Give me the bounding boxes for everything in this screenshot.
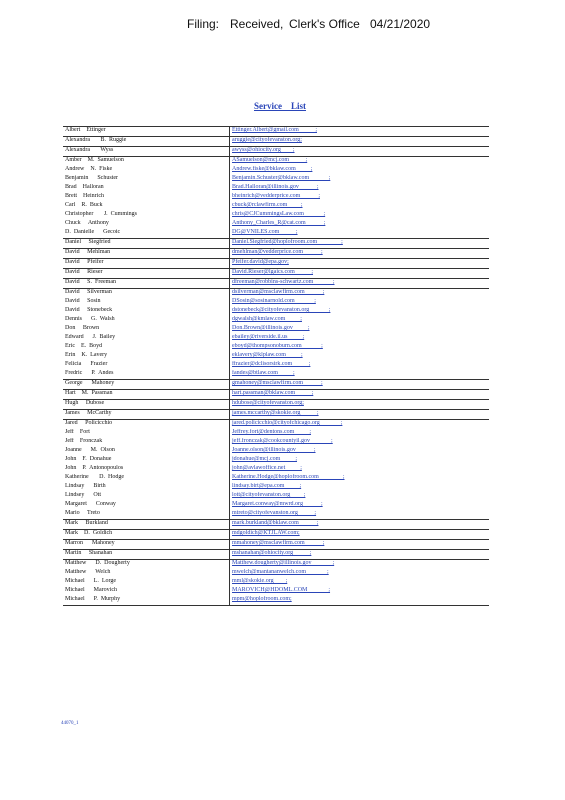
received-label: Received,	[230, 17, 284, 31]
contact-name: Michael Marovich	[63, 587, 230, 596]
contact-name: Mario Treto	[63, 510, 230, 520]
contact-email-link[interactable]: Anthony_Charles_R@cat.com ;	[232, 220, 326, 226]
table-row	[63, 400, 489, 410]
contact-name: Martin Shanahan	[63, 550, 230, 560]
contact-name: Benjamin Schuster	[63, 175, 230, 184]
contact-name: Eric E. Boyd	[63, 343, 230, 352]
contact-name: Amber M. Samuelson	[63, 157, 230, 167]
table-row	[63, 211, 489, 220]
contact-email-link[interactable]: jdonahue@mcj.com ;	[232, 456, 298, 462]
contact-name: Mark Burkland	[63, 520, 230, 530]
contact-name: David Mehlman	[63, 249, 230, 259]
table-row	[63, 501, 489, 510]
contact-name: Matthew D. Dougherty	[63, 560, 230, 570]
contact-email-link[interactable]: dfreeman@robbins-schwartz.com ;	[230, 279, 490, 289]
contact-name: George Mahoney	[63, 380, 230, 390]
contact-name: David Sosin	[63, 298, 230, 307]
contact-name: Marron Mahoney	[63, 540, 230, 550]
filing-header	[0, 17, 565, 33]
table-row	[63, 578, 489, 587]
contact-email-link[interactable]: Joanne.olson@illinois.gov ;	[232, 447, 316, 453]
contact-name: Lindsay Birth	[63, 483, 230, 492]
contact-email-link[interactable]: Jeffrey.fort@dentons.com ;	[232, 429, 312, 435]
table-row	[63, 193, 489, 202]
table-row	[63, 474, 489, 483]
table-row	[63, 184, 489, 193]
contact-name: Jared Policicchio	[63, 420, 230, 430]
contact-email-link[interactable]: mark.burkland@bklaw.com ;	[230, 520, 490, 530]
contact-name: Alexandra Wyss	[63, 147, 230, 157]
contact-name: Hugh Dubose	[63, 400, 230, 410]
contact-email-link[interactable]: cbuck@rclawfirm.com ;	[232, 202, 303, 208]
table-row	[63, 147, 489, 157]
contact-name: Carl R. Buck	[63, 202, 230, 211]
document-title: Service List	[254, 101, 306, 111]
table-row	[63, 220, 489, 229]
table-row	[63, 465, 489, 474]
contact-email-link[interactable]: DSosin@sosinarnold.com ;	[232, 298, 316, 304]
contact-name: D. Danielle Gecoic	[63, 229, 230, 239]
contact-name: Margaret Conway	[63, 501, 230, 510]
table-row	[63, 447, 489, 456]
clerks-office-label: Clerk's Office	[289, 17, 360, 31]
contact-email-link[interactable]: gmahoney@msclawfirm.com ;	[230, 380, 490, 390]
table-row	[63, 380, 489, 390]
contact-email-link[interactable]: jeff.fronczak@cookcountyil.gov ;	[232, 438, 333, 444]
table-row	[63, 569, 489, 578]
contact-name: John P. Antonopoulos	[63, 465, 230, 474]
contact-email-link[interactable]: mtreto@cityofevanston.org ;	[232, 510, 317, 516]
contact-email-link[interactable]: Brad.Halloran@illinois.gov ;	[232, 184, 319, 190]
contact-email-link[interactable]: Margaret.conway@mwrd.org ;	[232, 501, 323, 507]
contact-email-link[interactable]: dmehlman@vedderprice.com ;	[230, 249, 490, 259]
contact-email-link[interactable]: Don.Brown@illinois.gov ;	[232, 325, 310, 331]
contact-email-link[interactable]: Benjamin.Schuster@bklaw.com ;	[232, 175, 331, 181]
contact-name: John F. Donahue	[63, 456, 230, 465]
contact-email-link[interactable]: lott@cityofevanston.org ;	[232, 492, 306, 498]
contact-name: Don Brown	[63, 325, 230, 334]
contact-name: Brett Heinrich	[63, 193, 230, 202]
contact-email-link[interactable]: mshanahan@ohiocity.org ;	[230, 550, 490, 560]
table-row	[63, 410, 489, 420]
contact-email-link[interactable]: eboyd@thompsonoburn.com ;	[232, 343, 323, 349]
contact-name: Edward J. Bailey	[63, 334, 230, 343]
table-row	[63, 361, 489, 370]
contact-name: Lindsey Ott	[63, 492, 230, 501]
contact-email-link[interactable]: MAROVICH@HDOML.COM ;	[232, 587, 331, 593]
contact-email-link[interactable]: john@avlawoffice.net ;	[232, 465, 302, 471]
contact-email-link[interactable]: Katherine.Hodge@hoplofroom.com ;	[232, 474, 345, 480]
contact-name: David Stonebeck	[63, 307, 230, 316]
contact-email-link[interactable]: mwelch@mantananwelch.com ;	[232, 569, 329, 575]
service-list-table	[63, 126, 489, 606]
table-row	[63, 334, 489, 343]
contact-name: Joanne M. Olson	[63, 447, 230, 456]
contact-email-link[interactable]: Matthew.dougherty@illinois.gov ;	[230, 560, 490, 570]
contact-name: James McCarthy	[63, 410, 230, 420]
contact-email-link[interactable]: ebailey@riverside.il.us ;	[232, 334, 305, 340]
filing-label: Filing:	[187, 17, 220, 31]
contact-email-link[interactable]: Ettinger.Albert@gmail.com ;	[230, 127, 490, 137]
contact-email-link[interactable]: eklavery@klplaw.com ;	[232, 352, 303, 358]
contact-name: Albert Ettinger	[63, 127, 230, 137]
table-row	[63, 596, 489, 606]
contact-name: Katherine D. Hodge	[63, 474, 230, 483]
table-row	[63, 137, 489, 147]
contact-name: Hart M. Passman	[63, 390, 230, 400]
contact-email-link[interactable]: hart.passman@bklaw.com ;	[230, 390, 490, 400]
contact-email-link[interactable]: fandes@btlaw.com ;	[232, 370, 295, 376]
contact-email-link[interactable]: james.mccarthy@skokie.org ;	[230, 410, 490, 420]
contact-name: Daniel Siegfried	[63, 239, 230, 249]
contact-email-link[interactable]: mmahoney@msclawfirm.com ;	[230, 540, 490, 550]
table-row	[63, 307, 489, 316]
contact-email-link[interactable]: Andrew.fiske@bklaw.com ;	[232, 166, 313, 172]
table-row	[63, 550, 489, 560]
table-row	[63, 279, 489, 289]
contact-email-link[interactable]: mdgoldich@KTJLAW.com;	[230, 530, 490, 540]
contact-name: David S. Freeman	[63, 279, 230, 289]
contact-name: Alexandra B. Ruggie	[63, 137, 230, 147]
contact-name: Jeff Fronczak	[63, 438, 230, 447]
table-row	[63, 269, 489, 279]
table-row	[63, 370, 489, 380]
contact-email-link[interactable]: aruggie@cityofevanston.org;	[230, 137, 490, 147]
table-row	[63, 316, 489, 325]
table-row	[63, 249, 489, 259]
table-row	[63, 530, 489, 540]
page-footer-id: 44070_1	[61, 721, 79, 726]
contact-email-link[interactable]: awyss@ohiocity.org ;	[230, 147, 490, 157]
contact-email-link[interactable]: Pfeifer.david@epa.gov;	[230, 259, 490, 269]
contact-name: Brad Halloran	[63, 184, 230, 193]
table-row	[63, 127, 489, 137]
contact-email-link[interactable]: DG@VNILES.com ;	[232, 229, 298, 235]
table-row	[63, 343, 489, 352]
table-row	[63, 202, 489, 211]
contact-name: Mark D. Goldich	[63, 530, 230, 540]
contact-email-link[interactable]: ffrazier@dclisorsirk.com ;	[232, 361, 311, 367]
table-row	[63, 483, 489, 492]
contact-name: Christopher J. Cummings	[63, 211, 230, 220]
contact-email-link[interactable]: dgwalsh@kmlaw.com ;	[232, 316, 302, 322]
contact-name: Michael P. Murphy	[63, 596, 230, 606]
service-list-body	[63, 127, 489, 606]
contact-email-link[interactable]: mpm@hoplofroom.com;	[230, 596, 490, 606]
contact-email-link[interactable]: dstonebeck@cityofevanston.org ;	[232, 307, 331, 313]
contact-email-link[interactable]: David.Rieser@lgaics.com ;	[230, 269, 490, 279]
contact-name: David Pfeifer	[63, 259, 230, 269]
contact-email-link[interactable]: lindsay.birt@epa.com ;	[232, 483, 302, 489]
contact-email-link[interactable]: dsilverman@msclawfirm.com ;	[230, 289, 490, 299]
filing-date: 04/21/2020	[370, 17, 431, 31]
contact-name: Dennis G. Walsh	[63, 316, 230, 325]
contact-email-link[interactable]: jared.policicchio@cityofchicago.org ;	[230, 420, 490, 430]
contact-name: Fredric P. Andes	[63, 370, 230, 380]
table-row	[63, 325, 489, 334]
contact-name: David Silverman	[63, 289, 230, 299]
table-row	[63, 492, 489, 501]
contact-email-link[interactable]: Daniel.Siegfried@hoplofroom.com ;	[230, 239, 490, 249]
contact-name: David Rieser	[63, 269, 230, 279]
table-row	[63, 157, 489, 167]
contact-name: Jeff Fort	[63, 429, 230, 438]
table-row	[63, 166, 489, 175]
contact-name: Chuck Anthony	[63, 220, 230, 229]
table-row	[63, 587, 489, 596]
contact-name: Matthew Welch	[63, 569, 230, 578]
contact-name: Michael L. Lorge	[63, 578, 230, 587]
table-row	[63, 560, 489, 570]
contact-email-link[interactable]: hdubose@cityofevanston.org;	[230, 400, 490, 410]
table-row	[63, 540, 489, 550]
contact-name: Andrew N. Fiske	[63, 166, 230, 175]
table-row	[63, 352, 489, 361]
table-row	[63, 520, 489, 530]
table-row	[63, 510, 489, 520]
table-row	[63, 175, 489, 184]
table-row	[63, 429, 489, 438]
table-row	[63, 456, 489, 465]
table-row	[63, 420, 489, 430]
table-row	[63, 229, 489, 239]
table-row	[63, 298, 489, 307]
table-row	[63, 289, 489, 299]
contact-email-link[interactable]: bheinrich@vedderprice.com ;	[232, 193, 320, 199]
contact-email-link[interactable]: mml@skokie.org ;	[232, 578, 288, 584]
table-row	[63, 438, 489, 447]
contact-email-link[interactable]: chris@CJCummingsLaw.com ;	[232, 211, 326, 217]
table-row	[63, 239, 489, 249]
contact-email-link[interactable]: ASamuelson@mcj.com ;	[230, 157, 490, 167]
contact-name: Erin K. Lavery	[63, 352, 230, 361]
table-row	[63, 259, 489, 269]
contact-name: Felicia Frazier	[63, 361, 230, 370]
table-row	[63, 390, 489, 400]
